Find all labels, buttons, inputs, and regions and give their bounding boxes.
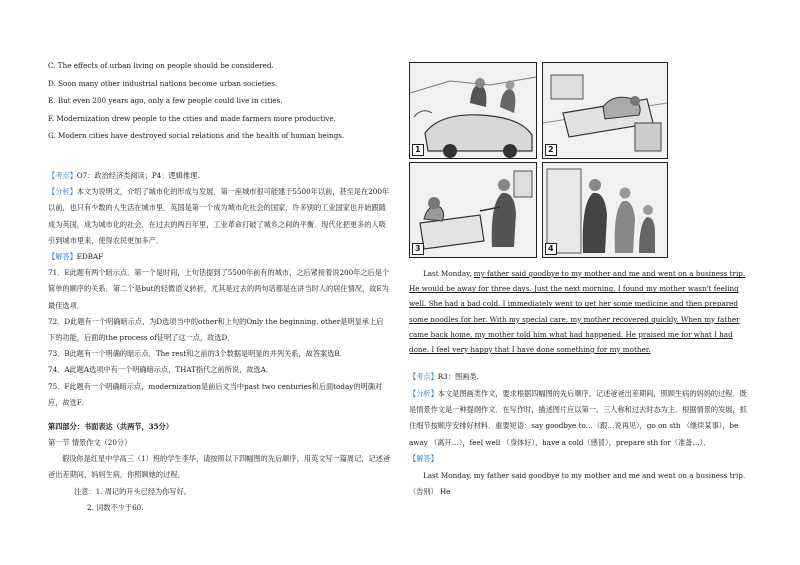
section1-title: 第一节 情景作文（20分） bbox=[48, 438, 132, 448]
option-e: E. But even 200 years ago, only a few people could live in cities. bbox=[48, 96, 283, 106]
option-d: D. Soon many other industrial nations become urban societies. bbox=[48, 78, 278, 88]
left-column bbox=[48, 62, 390, 516]
jieda-line bbox=[48, 249, 390, 265]
part4-title: 第四部分：书面表达（共两节，35分） bbox=[48, 422, 174, 432]
r-fenxi-paragraph bbox=[409, 386, 753, 452]
story-prefix: Last Monday, bbox=[423, 269, 474, 278]
picture-panels bbox=[409, 62, 753, 256]
option-f: F. Modernization drew people to the cities and made farmers more productive. bbox=[48, 113, 336, 123]
r-fenxi-text: 本文是图画类作文，要求根据四幅图的先后顺序，记述爸爸出差期间，照顾生病的妈妈的过程．既是情景作文是一种提纲作文．在写作时，描述图片应以第一、三人称和过去时态为主．根据情景的发展，抓住细节按顺序安排好材料．重要短语：say goodbye to…（跟…说再见），go on sth （继续某事），be away （离开…），feel well （身体好），have a cold（感冒），prepare sth for（准备…）． bbox=[409, 388, 747, 447]
fenxi-tag: 【分析】 bbox=[48, 187, 77, 197]
panel-4-image bbox=[542, 162, 668, 258]
panel-4-number: 4 bbox=[545, 243, 557, 255]
r-jieda-text: Last Monday, my father said goodbye to my mother and me and went on a business trip.（告别） He bbox=[409, 470, 746, 497]
model-story bbox=[409, 266, 753, 357]
option-c: C. The effects of urban living on people should be considered. bbox=[48, 61, 274, 70]
r-kaodian-tag: 【考点】 bbox=[409, 372, 438, 382]
writing-task: 假设你是红星中学高三（1）班的学生李华，请按照以下四幅图的先后顺序，用英文写一篇周记，记述爸爸出差期间，妈妈生病，你照顾她的过程。 bbox=[48, 454, 391, 480]
fenxi-paragraph bbox=[48, 184, 390, 249]
kaodian-text: O7：政治经济类阅读；P4：逻辑推理. bbox=[76, 170, 200, 180]
answer-73: 73．B此题有一个明确的暗示点．The rest和之前的3个数据是明显的并列关系，故答案选B． bbox=[48, 349, 347, 359]
panel-2-image bbox=[542, 62, 668, 159]
note-2: 2. 词数不少于60. bbox=[87, 502, 144, 512]
jieda-text: EDBAF bbox=[76, 251, 104, 261]
panel-1-number: 1 bbox=[412, 144, 424, 156]
panel-1-image bbox=[409, 62, 537, 159]
right-column bbox=[409, 62, 753, 500]
panel-1-drawing bbox=[410, 63, 536, 158]
answer-72: 72．D此题有一个明确暗示点，为D选项当中的other和上句的Only the beginning. other是明显承上启下的功能，后面的the process of证明了这一点，故选D． bbox=[48, 316, 384, 342]
jieda-tag: 【解答】 bbox=[48, 251, 77, 261]
r-jieda-tag: 【解答】 bbox=[409, 454, 438, 464]
panel-3-drawing bbox=[410, 163, 536, 257]
fenxi-text: 本文为说明文，介绍了城市化的形成与发展．第一座城市很可能建于5500年以前，甚至是在200年以前，也只有少数的人生活在城市里．英国是第一个成为城市化社会的国家，许多别的工业国家也开始跟随成为英国，成为城市化的社会．在过去的两百年里，工业革命打破了城乡之间的平衡．现代化把更多的人吸引到城市里来，使得农民更加多产． bbox=[48, 187, 390, 245]
panel-3-number: 3 bbox=[412, 243, 424, 255]
r-kaodian-line bbox=[409, 369, 753, 385]
kaodian-tag: 【考点】 bbox=[48, 170, 77, 180]
answer-71: 71．E此题有两个暗示点．第一个是时间，上句话提到了5500年前有的城市，之后紧接着说200年之后是个简单的顺序的关系．第二个是but的轻微语义转折，尤其是过去的两句话都是在讲当时人的居住情况，故E为最佳选项． bbox=[48, 268, 390, 310]
note-1: 注意：1. 周记的开头已经为你写好。 bbox=[74, 486, 191, 496]
story-paragraph bbox=[409, 266, 753, 357]
panel-2-drawing bbox=[543, 63, 667, 158]
panel-3-image bbox=[409, 162, 537, 258]
r-jieda-line bbox=[409, 451, 753, 467]
panel-4-drawing bbox=[543, 163, 667, 257]
option-g: G. Modern cities have destroyed social relations and the health of human beings. bbox=[48, 131, 345, 141]
answer-75: 75．F此题有一个明确暗示点，modernization是前后文当中past two centuries和后面today的明确对应，故选F． bbox=[48, 381, 383, 407]
panel-2-number: 2 bbox=[545, 144, 557, 156]
r-fenxi-tag: 【分析】 bbox=[409, 388, 438, 398]
right-analysis bbox=[409, 369, 753, 500]
story-underlined: my father said goodbye to my mother and me and went on a business trip. He would be away for three days. Just the next morning, I found my mother wasn't feeling well. She had a bad cold. I immediately went to get her some medicine and then prepared some noodles for her. With my special care, my mother recovered quickly. When my father came back home, my mother told him what had happened. He praised me for what I had done. I feel very happy that I have done something for my mother. bbox=[409, 269, 746, 355]
r-kaodian-text: R3：图画类. bbox=[437, 372, 479, 382]
answer-74: 74．A此题A选项中有一个明确暗示点，THAT指代之前所说，故选A． bbox=[48, 365, 274, 375]
kaodian-line bbox=[48, 168, 390, 184]
